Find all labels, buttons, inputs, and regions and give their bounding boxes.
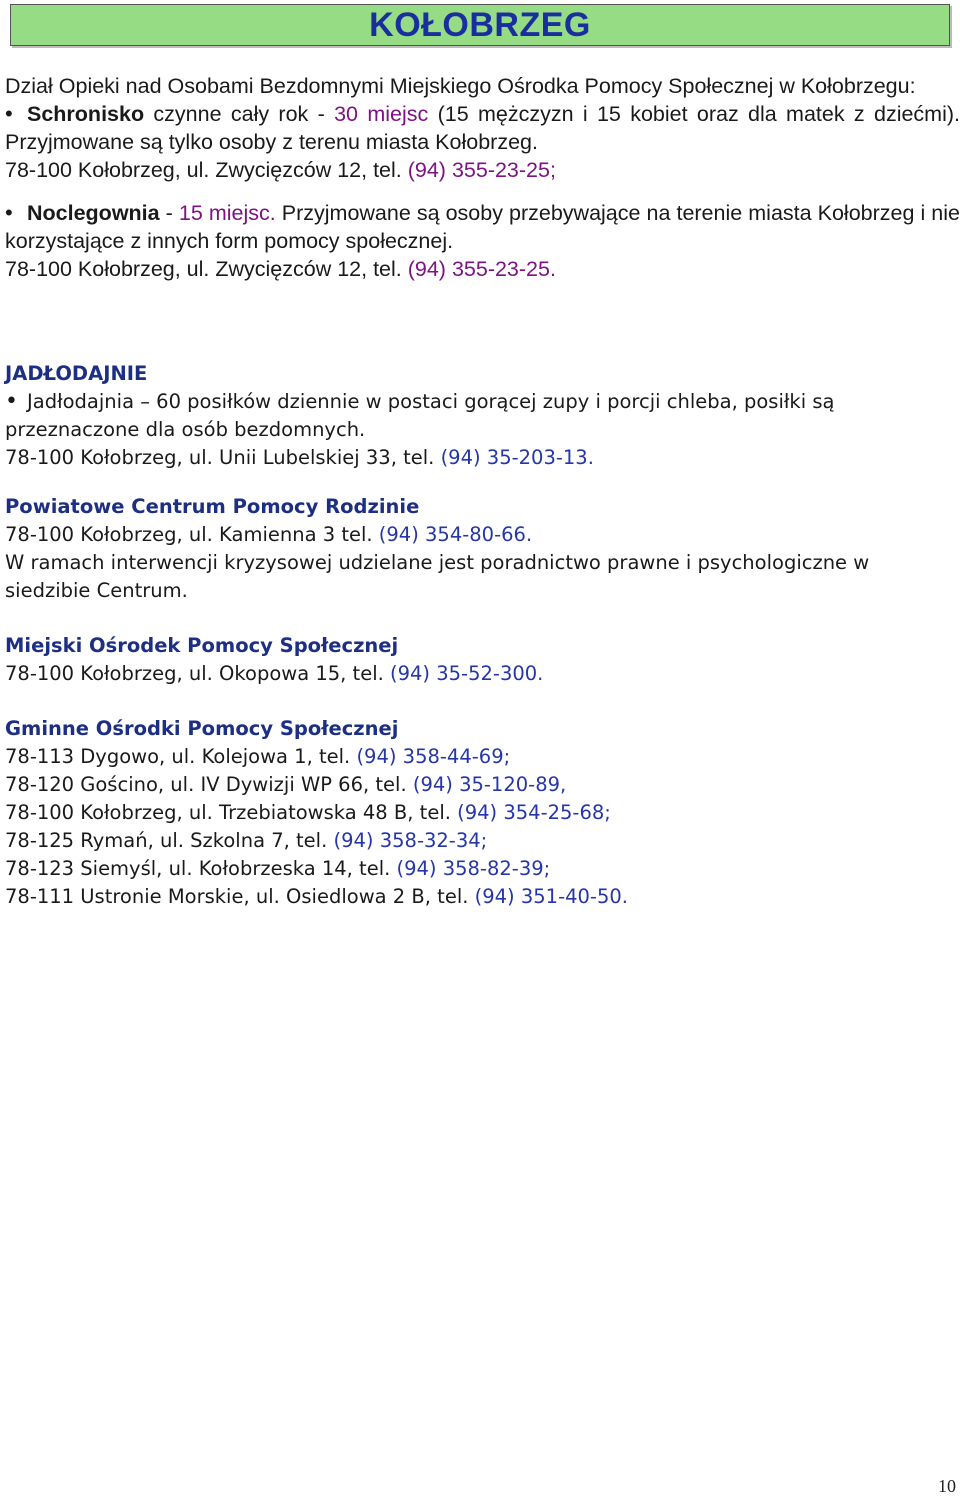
bullet-icon [5, 100, 27, 128]
schronisko-item [5, 100, 960, 156]
gops-phone: (94) 358-44-69; [356, 745, 511, 768]
gops-heading: Gminne Ośrodki Pomocy Społecznej [5, 717, 399, 740]
gops-address: 78-111 Ustronie Morskie, ul. Osiedlowa 2 B, tel. [5, 885, 475, 908]
section-jadlodajnie [5, 360, 960, 911]
schronisko-address-line [5, 156, 960, 184]
pcpr-phone: (94) 354-80-66. [378, 523, 533, 546]
mops-address: 78-100 Kołobrzeg, ul. Okopowa 15, tel. [5, 662, 391, 685]
pcpr-heading: Powiatowe Centrum Pomocy Rodzinie [5, 495, 420, 518]
gops-phone: (94) 351-40-50. [474, 885, 628, 908]
gops-address: 78-120 Gościno, ul. IV Dywizji WP 66, tel. [5, 773, 413, 796]
schronisko-name: Schronisko [27, 102, 145, 126]
jadlodajnia-address-line [5, 444, 960, 472]
gops-phone: (94) 358-32-34; [333, 829, 488, 852]
page-number: 10 [938, 1476, 956, 1496]
bullet-icon [5, 388, 27, 416]
jadlodajnia-phone: (94) 35-203-13. [440, 446, 594, 469]
gops-phone: (94) 358-82-39; [396, 857, 551, 880]
jadlodajnie-heading: JADŁODAJNIE [5, 362, 148, 385]
gops-entry [5, 827, 960, 855]
bullet-icon [5, 199, 27, 227]
dop-intro: Dział Opieki nad Osobami Bezdomnymi Miejskiego Ośrodka Pomocy Społecznej w Kołobrzegu: [5, 74, 916, 98]
gops-entry [5, 743, 960, 771]
pcpr-address: 78-100 Kołobrzeg, ul. Kamienna 3 tel. [5, 523, 379, 546]
gops-phone: (94) 35-120-89, [412, 773, 567, 796]
schronisko-address: 78-100 Kołobrzeg, ul. Zwycięzców 12, tel. [5, 158, 408, 182]
schronisko-pre: czynne cały rok - [144, 102, 335, 126]
noclegownia-address: 78-100 Kołobrzeg, ul. Zwycięzców 12, tel. [5, 257, 408, 281]
gops-address: 78-100 Kołobrzeg, ul. Trzebiatowska 48 B, tel. [5, 801, 458, 824]
jadlodajnia-address: 78-100 Kołobrzeg, ul. Unii Lubelskiej 33, tel. [5, 446, 441, 469]
mops-address-line [5, 660, 960, 688]
pcpr-address-line [5, 521, 960, 549]
noclegownia-address-line [5, 255, 960, 283]
noclegownia-dash: - [159, 201, 179, 225]
gops-phone: (94) 354-25-68; [457, 801, 611, 824]
gops-address: 78-125 Rymań, ul. Szkolna 7, tel. [5, 829, 334, 852]
gops-address: 78-123 Siemyśl, ul. Kołobrzeska 14, tel. [5, 857, 397, 880]
noclegownia-text: Przyjmowane są osoby przebywające na terenie miasta Kołobrzeg i nie korzystające z innych form pomocy społecznej. [5, 201, 960, 253]
gops-entry [5, 855, 960, 883]
page-title: KOŁOBRZEG [369, 5, 591, 44]
mops-heading: Miejski Ośrodek Pomocy Społecznej [5, 634, 399, 657]
gops-entry [5, 771, 960, 799]
noclegownia-item [5, 199, 960, 255]
schronisko-text: (15 mężczyzn i 15 kobiet oraz dla matek z dziećmi). Przyjmowane są tylko osoby z terenu miasta Kołobrzeg. [5, 102, 960, 154]
pcpr-text: W ramach interwencji kryzysowej udzielane jest poradnictwo prawne i psychologiczne w siedzibie Centrum. [5, 551, 870, 602]
schronisko-phone: (94) 355-23-25; [407, 158, 556, 182]
noclegownia-phone: (94) 355-23-25. [407, 257, 556, 281]
noclegownia-places: 15 miejsc. [178, 201, 276, 225]
gops-address: 78-113 Dygowo, ul. Kolejowa 1, tel. [5, 745, 357, 768]
mops-phone: (94) 35-52-300. [390, 662, 544, 685]
jadlodajnia-item [5, 388, 960, 444]
jadlodajnia-text: Jadłodajnia – 60 posiłków dziennie w postaci gorącej zupy i porcji chleba, posiłki są przeznaczone dla osób bezdomnych. [5, 390, 835, 441]
schronisko-places: 30 miejsc [334, 102, 429, 126]
gops-entry [5, 799, 960, 827]
title-banner [10, 4, 950, 46]
gops-entry [5, 883, 960, 911]
section-dop [5, 72, 960, 283]
noclegownia-name: Noclegownia [27, 201, 160, 225]
